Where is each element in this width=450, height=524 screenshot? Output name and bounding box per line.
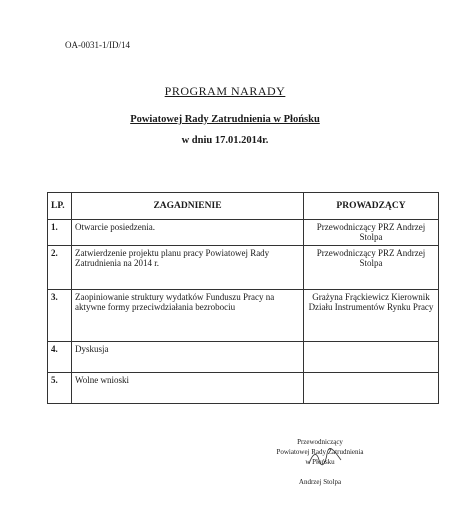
- row-number: 1.: [48, 220, 72, 246]
- table-row: [48, 290, 439, 342]
- document-subtitle: Powiatowej Rady Zatrudnienia w Płońsku: [130, 114, 320, 125]
- table-row: [48, 220, 439, 246]
- handwritten-signature-icon: [305, 448, 345, 468]
- document-reference-number: OA-0031-1/ID/14: [65, 40, 130, 50]
- signature-title: Przewodniczący: [297, 438, 343, 446]
- table-row: [48, 342, 439, 373]
- row-number: 5.: [48, 373, 72, 404]
- table-row: [48, 246, 439, 290]
- row-topic: Wolne wnioski: [72, 373, 304, 404]
- row-lead: [304, 373, 439, 404]
- row-topic: Otwarcie posiedzenia.: [72, 220, 304, 246]
- table-row: [48, 373, 439, 404]
- row-topic: Zatwierdzenie projektu planu pracy Powiatowej Rady Zatrudnienia na 2014 r.: [72, 246, 304, 290]
- table-header-row: [48, 193, 439, 220]
- row-number: 3.: [48, 290, 72, 342]
- row-lead: Grażyna Frąckiewicz Kierownik Działu Instrumentów Rynku Pracy: [304, 290, 439, 342]
- agenda-table: [47, 192, 439, 404]
- signature-organization: Powiatowej Rady Zatrudnienia: [276, 448, 364, 456]
- document-date: w dniu 17.01.2014r.: [181, 135, 269, 146]
- signature-location: w Płońsku: [305, 458, 335, 466]
- row-topic: Zaopiniowanie struktury wydatków Funduszu Pracy na aktywne formy przeciwdziałania bezrobociu: [72, 290, 304, 342]
- header-lead: PROWADZĄCY: [304, 193, 439, 220]
- header-lp: LP.: [48, 193, 72, 220]
- row-topic: Dyskusja: [72, 342, 304, 373]
- row-lead: [304, 342, 439, 373]
- row-lead: Przewodniczący PRZ Andrzej Stolpa: [304, 246, 439, 290]
- document-title: PROGRAM NARADY: [164, 84, 286, 98]
- signature-name: Andrzej Stolpa: [298, 478, 342, 486]
- row-number: 2.: [48, 246, 72, 290]
- row-lead: Przewodniczący PRZ Andrzej Stolpa: [304, 220, 439, 246]
- header-topic: ZAGADNIENIE: [72, 193, 304, 220]
- row-number: 4.: [48, 342, 72, 373]
